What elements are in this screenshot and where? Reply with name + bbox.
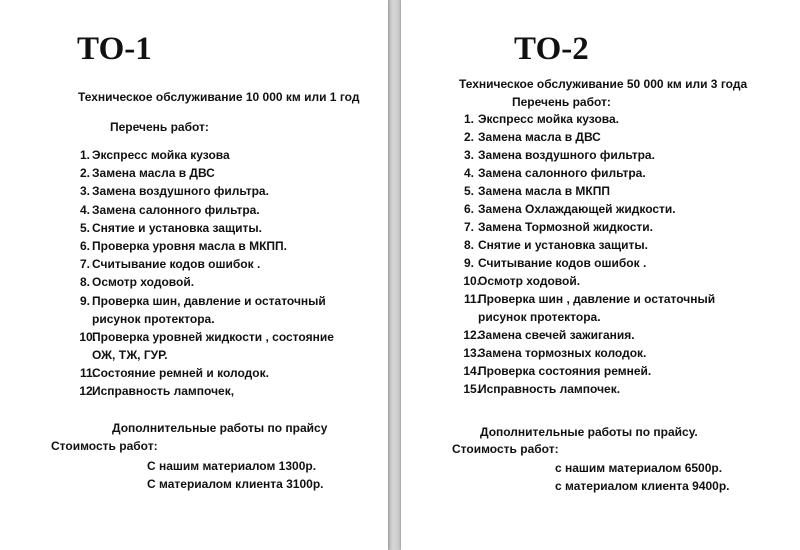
list-item-number: 13. bbox=[463, 346, 480, 360]
list-item-text: Исправность лампочек, bbox=[92, 384, 235, 399]
list-item bbox=[72, 383, 372, 401]
list-item-number: 10. bbox=[79, 329, 96, 344]
list-item bbox=[456, 255, 776, 273]
list-item-text: Снятие и установка защиты. bbox=[92, 220, 262, 235]
list-item bbox=[456, 147, 776, 165]
cost-label: Стоимость работ: bbox=[452, 442, 559, 456]
list-heading: Перечень работ: bbox=[110, 120, 209, 134]
list-item-text: Снятие и установка защиты. bbox=[478, 238, 648, 252]
list-item-continuation: рисунок протектора. bbox=[92, 311, 215, 326]
list-item bbox=[456, 345, 776, 363]
list-item-number: 15. bbox=[463, 382, 480, 396]
list-item-text: Считывание кодов ошибок . bbox=[478, 256, 647, 270]
works-list bbox=[456, 111, 776, 399]
list-item-text: Замена Тормозной жидкости. bbox=[478, 220, 654, 234]
list-item-continuation: рисунок протектора. bbox=[478, 310, 601, 324]
list-item-number: 8. bbox=[463, 238, 474, 252]
list-item-number: 4. bbox=[463, 166, 474, 180]
list-item-text: Проверка шин , давление и остаточный bbox=[478, 292, 716, 306]
cost-label: Стоимость работ: bbox=[51, 439, 158, 453]
list-item bbox=[72, 183, 372, 201]
list-item-number: 5. bbox=[463, 184, 474, 198]
page-title: ТО-2 bbox=[514, 31, 589, 67]
list-item-number: 9. bbox=[79, 293, 90, 308]
subtitle: Техническое обслуживание 50 000 км или 3 года bbox=[459, 77, 748, 91]
list-item-number: 1. bbox=[79, 148, 90, 162]
list-item-text: Замена салонного фильтра. bbox=[92, 202, 260, 217]
list-item-text: Проверка уровня масла в МКПП. bbox=[92, 238, 287, 253]
price-client-material: С материалом клиента 3100р. bbox=[147, 477, 324, 491]
list-item-text: Замена Охлаждающей жидкости. bbox=[478, 202, 676, 216]
list-item-text: Экспресс мойка кузова. bbox=[478, 112, 620, 126]
list-item bbox=[72, 147, 372, 165]
list-item-number: 5. bbox=[79, 220, 90, 235]
list-item-number: 3. bbox=[79, 184, 90, 199]
list-item-continuation: ОЖ, ТЖ, ГУР. bbox=[92, 348, 168, 363]
list-item-number: 3. bbox=[463, 148, 474, 162]
list-item bbox=[456, 165, 776, 183]
list-item bbox=[456, 327, 776, 345]
list-item-number: 1. bbox=[463, 112, 474, 126]
list-item-text: Замена салонного фильтра. bbox=[478, 166, 646, 180]
page-title: ТО-1 bbox=[77, 31, 152, 67]
subtitle: Техническое обслуживание 10 000 км или 1 год bbox=[78, 90, 360, 104]
document-page-left bbox=[0, 0, 388, 550]
list-item-number: 14. bbox=[463, 364, 480, 378]
list-item-number: 2. bbox=[79, 166, 90, 181]
list-item-text: Замена тормозных колодок. bbox=[478, 346, 647, 360]
list-item-text: Замена воздушного фильтра. bbox=[478, 148, 655, 162]
list-item-number: 10. bbox=[463, 274, 480, 288]
list-item bbox=[72, 220, 372, 238]
list-item-number: 2. bbox=[463, 130, 474, 144]
list-item-text: Замена свечей зажигания. bbox=[478, 328, 635, 342]
list-item-text: Проверка шин, давление и остаточный bbox=[92, 293, 326, 308]
list-item bbox=[72, 365, 372, 383]
list-item-text: Считывание кодов ошибок . bbox=[92, 257, 261, 272]
list-item-text: Проверка состояния ремней. bbox=[478, 364, 652, 378]
list-item bbox=[456, 273, 776, 291]
list-item bbox=[72, 293, 372, 329]
list-item bbox=[456, 219, 776, 237]
list-item bbox=[72, 238, 372, 256]
extra-works: Дополнительные работы по прайсу bbox=[112, 421, 328, 435]
works-list bbox=[72, 147, 372, 402]
list-item bbox=[72, 256, 372, 274]
list-item-text: Осмотр ходовой. bbox=[478, 274, 581, 288]
list-item-number: 4. bbox=[79, 202, 90, 217]
list-item bbox=[72, 165, 372, 183]
list-item bbox=[456, 381, 776, 399]
list-item bbox=[456, 291, 776, 327]
document-page-right bbox=[401, 0, 800, 550]
list-item-text: Экспресс мойка кузова bbox=[92, 148, 230, 162]
list-item-text: Замена масла в ДВС bbox=[92, 166, 215, 181]
list-item-text: Замена воздушного фильтра. bbox=[92, 184, 269, 199]
extra-works: Дополнительные работы по прайсу. bbox=[480, 425, 698, 439]
list-item bbox=[456, 237, 776, 255]
list-item-number: 11. bbox=[79, 366, 96, 381]
list-item-text: Состояние ремней и колодок. bbox=[92, 366, 269, 381]
list-item bbox=[456, 183, 776, 201]
list-item bbox=[456, 201, 776, 219]
list-item bbox=[72, 329, 372, 365]
list-item-text: Замена масла в ДВС bbox=[478, 130, 601, 144]
list-item-number: 7. bbox=[463, 220, 474, 234]
list-item bbox=[456, 129, 776, 147]
list-item bbox=[456, 363, 776, 381]
list-item-number: 8. bbox=[79, 275, 90, 290]
price-own-material: с нашим материалом 6500р. bbox=[555, 461, 723, 475]
list-item-number: 6. bbox=[79, 238, 90, 253]
list-item bbox=[72, 202, 372, 220]
list-heading: Перечень работ: bbox=[512, 95, 611, 109]
price-own-material: С нашим материалом 1300р. bbox=[147, 459, 317, 473]
page-gutter bbox=[388, 0, 401, 550]
list-item-number: 12. bbox=[79, 384, 96, 399]
list-item-number: 12. bbox=[463, 328, 480, 342]
list-item-text: Осмотр ходовой. bbox=[92, 275, 195, 290]
list-item bbox=[72, 274, 372, 292]
list-item bbox=[456, 111, 776, 129]
list-item-number: 6. bbox=[463, 202, 474, 216]
list-item-text: Проверка уровней жидкости , состояние bbox=[92, 329, 334, 344]
list-item-text: Исправность лампочек. bbox=[478, 382, 621, 396]
list-item-number: 7. bbox=[79, 257, 90, 272]
list-item-number: 9. bbox=[463, 256, 474, 270]
list-item-number: 11. bbox=[463, 292, 480, 306]
price-client-material: с материалом клиента 9400р. bbox=[555, 479, 730, 493]
list-item-text: Замена масла в МКПП bbox=[478, 184, 610, 198]
